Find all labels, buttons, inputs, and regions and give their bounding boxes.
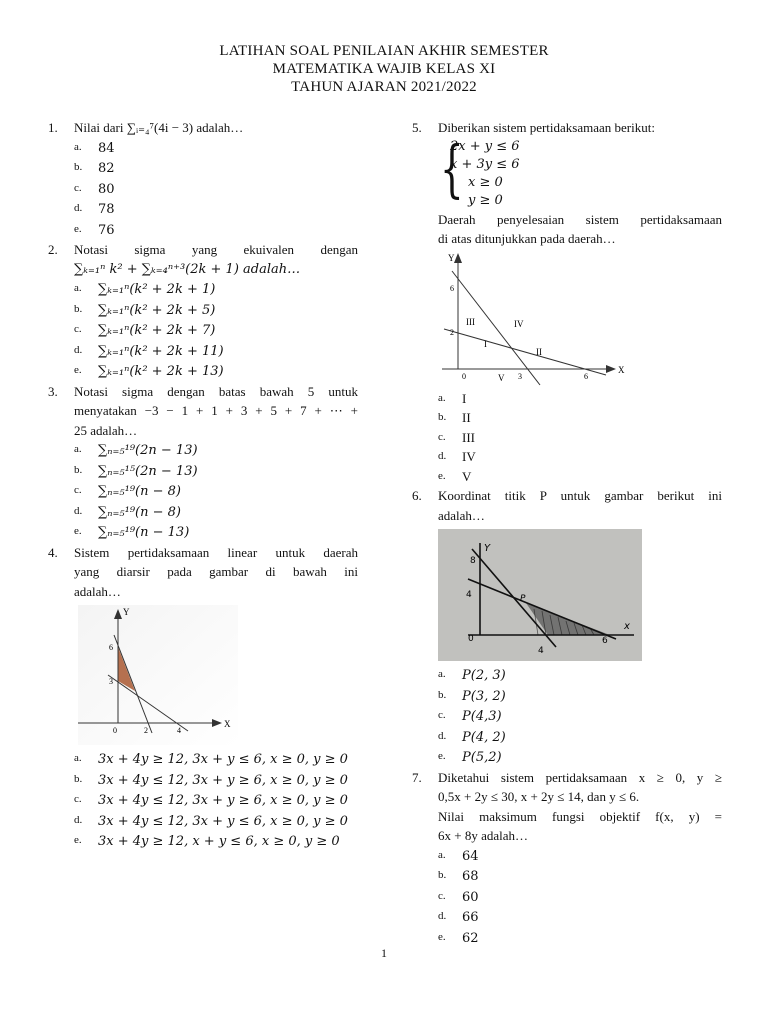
option-letter: d. (74, 343, 83, 356)
options-list (74, 440, 358, 543)
option[interactable] (438, 706, 722, 727)
question-number: 1. (48, 120, 58, 135)
option[interactable] (438, 447, 722, 467)
option-letter: d. (438, 729, 447, 742)
option-text: ∑ₖ₌₁ⁿ(k² + 2k + 1) (98, 282, 216, 297)
tick-origin: 0 (462, 371, 466, 381)
options-list (438, 389, 722, 487)
option[interactable] (74, 138, 358, 159)
option-text: 3x + 4y ≥ 12, x + y ≤ 6, x ≥ 0, y ≥ 0 (98, 834, 340, 849)
question-2 (48, 240, 358, 382)
option-letter: c. (74, 181, 82, 194)
left-column (48, 118, 358, 852)
option[interactable] (74, 522, 358, 543)
option-letter: d. (438, 450, 447, 462)
option-letter: a. (74, 282, 82, 294)
option-text: ∑ₙ₌₅¹⁵(2n − 13) (98, 463, 198, 479)
option[interactable] (438, 846, 722, 867)
option-text: IV (462, 449, 476, 464)
tick-x-4: 4 (538, 646, 544, 656)
option-letter: e. (438, 930, 446, 943)
option-text: ∑ₖ₌₁ⁿ(k² + 2k + 13) (98, 364, 224, 379)
question-number: 4. (48, 544, 58, 560)
region-II: II (536, 346, 542, 357)
tick-y-3: 3 (109, 677, 113, 686)
option-text: V (462, 468, 472, 484)
option-text: 78 (98, 202, 115, 217)
tick-x-4: 4 (177, 726, 181, 735)
inequality-system (440, 131, 722, 210)
option[interactable] (74, 320, 358, 341)
option-letter: c. (74, 323, 82, 335)
x-axis-arrow (606, 365, 616, 373)
option-text: 68 (462, 869, 479, 884)
option-letter: d. (74, 504, 83, 517)
option-text: 3x + 4y ≤ 12, 3x + y ≤ 6, x ≥ 0, y ≥ 0 (98, 813, 348, 829)
option-text: II (462, 410, 471, 425)
header-subject: MATEMATIKA WAJIB KELAS XI (272, 61, 496, 77)
option-letter: a. (438, 391, 446, 404)
option-letter: d. (74, 202, 83, 214)
header-title: LATIHAN SOAL PENILAIAN AKHIR SEMESTER (219, 43, 549, 59)
tick-y-8: 8 (470, 556, 476, 566)
question-text: yang diarsir pada gambar di bawah ini (74, 564, 358, 579)
axis-label-x: X (618, 364, 625, 375)
option[interactable] (74, 481, 358, 502)
option-letter: b. (74, 302, 83, 315)
tick-origin: 0 (113, 726, 117, 735)
option-text: 82 (98, 161, 115, 176)
axis-label-y: Y (448, 252, 455, 263)
system-line: x + 3y ≤ 6 (450, 156, 520, 172)
option-text: ∑ₖ₌₁ⁿ(k² + 2k + 7) (98, 323, 216, 338)
axis-label-y: Y (123, 607, 130, 617)
option-text: 62 (462, 930, 479, 946)
question-text: 25 adalah… (74, 422, 138, 438)
option[interactable] (74, 831, 358, 852)
page-number: 1 (381, 946, 387, 960)
axis-label-y: Y (484, 543, 491, 554)
option[interactable] (74, 158, 358, 179)
option[interactable] (438, 866, 722, 887)
point-P-label: P (520, 594, 526, 604)
question-text: Notasi sigma dengan batas bawah 5 untuk (74, 383, 358, 399)
question-text: 6x + 8y adalah… (438, 828, 529, 843)
option-letter: e. (74, 364, 82, 376)
option-text: ∑ₙ₌₅¹⁹(n − 13) (98, 525, 190, 540)
options-list (74, 138, 358, 241)
question-text: adalah… (438, 507, 485, 523)
line-2x-y-6 (452, 271, 540, 385)
question-number: 2. (48, 242, 58, 257)
question-text: 0,5x + 2y ≤ 30, x + 2y ≤ 14, dan y ≤ 6. (438, 789, 640, 804)
question-text: Diberikan sistem pertidaksamaan berikut: (438, 120, 655, 135)
option-letter: b. (74, 161, 83, 173)
option[interactable] (74, 361, 358, 382)
option-letter: c. (438, 889, 446, 902)
option-letter: b. (438, 411, 447, 423)
axis-label-x: X (224, 719, 231, 729)
tick-x-3: 3 (518, 371, 522, 381)
document-header (0, 42, 768, 96)
option-text: ∑ₖ₌₁ⁿ(k² + 2k + 11) (98, 343, 224, 359)
option-letter: a. (74, 140, 82, 153)
y-axis-arrow (454, 253, 462, 263)
option-letter: e. (74, 834, 82, 846)
option[interactable] (74, 300, 358, 321)
question-3 (48, 382, 358, 543)
option-letter: c. (74, 484, 82, 496)
option[interactable] (438, 928, 722, 949)
options-list (74, 749, 358, 852)
tick-y-6: 6 (450, 283, 454, 293)
option-text: P(4, 2) (462, 729, 506, 745)
options-list (438, 665, 722, 768)
right-column (412, 118, 722, 948)
option[interactable] (74, 179, 358, 200)
option-text: III (462, 429, 475, 445)
option-letter: b. (74, 463, 83, 476)
tick-x-6: 6 (602, 636, 608, 646)
brace-icon: { (440, 131, 464, 205)
option-text: P(2, 3) (462, 668, 506, 683)
option[interactable] (438, 747, 722, 768)
inequality-graph-q5 (432, 251, 632, 387)
option-text: 84 (98, 140, 115, 156)
tick-y-4: 4 (466, 590, 472, 600)
option[interactable] (438, 727, 722, 748)
option-letter: a. (74, 443, 82, 455)
photo-graph-q6 (438, 529, 642, 661)
option-letter: a. (74, 752, 82, 764)
question-7 (412, 768, 722, 949)
option[interactable] (74, 811, 358, 832)
option[interactable] (438, 467, 722, 487)
option-text: 76 (98, 222, 115, 238)
question-text: menyatakan −3 − 1 + 1 + 3 + 5 + 7 + ⋯ + (74, 403, 358, 418)
question-text: Diketahui sistem pertidaksamaan x ≥ 0, y ≥ (438, 769, 722, 785)
option-letter: e. (438, 469, 446, 482)
inequality-graph-q4 (78, 605, 238, 745)
option[interactable] (74, 341, 358, 362)
option[interactable] (74, 749, 358, 770)
option[interactable] (438, 408, 722, 428)
option[interactable] (74, 199, 358, 220)
tick-origin: 0 (468, 634, 474, 644)
axis-label-x: x (624, 621, 630, 632)
tick-y-6: 6 (109, 643, 113, 652)
option[interactable] (74, 770, 358, 791)
option-text: P(5,2) (462, 750, 502, 765)
question-text: adalah… (74, 583, 121, 599)
question-number: 5. (412, 120, 422, 135)
option-text: 80 (98, 181, 115, 197)
option-text: 60 (462, 889, 479, 905)
region-IV: IV (514, 318, 524, 329)
question-5 (412, 118, 722, 486)
question-4 (48, 543, 358, 852)
option-text: P(4,3) (462, 709, 502, 724)
options-list (74, 279, 358, 382)
system-line: 2x + y ≤ 6 (450, 138, 520, 154)
option[interactable] (438, 428, 722, 448)
option[interactable] (438, 907, 722, 928)
option-text: 3x + 4y ≤ 12, 3x + y ≥ 6, x ≥ 0, y ≥ 0 (98, 772, 348, 788)
option[interactable] (74, 461, 358, 482)
option-letter: e. (438, 750, 446, 762)
option[interactable] (438, 389, 722, 409)
option-text: 3x + 4y ≥ 12, 3x + y ≤ 6, x ≥ 0, y ≥ 0 (98, 752, 348, 767)
question-text: Koordinat titik P untuk gambar berikut ini (438, 488, 722, 503)
option-letter: b. (74, 772, 83, 785)
option-letter: a. (438, 668, 446, 680)
tick-x-2: 2 (144, 726, 148, 735)
system-line: x ≥ 0 (468, 174, 503, 190)
option-text: P(3, 2) (462, 688, 506, 704)
option-letter: c. (438, 709, 446, 721)
question-number: 6. (412, 488, 422, 503)
option-letter: b. (438, 869, 447, 881)
question-text: Notasi sigma yang ekuivalen dengan (74, 242, 358, 257)
option-letter: d. (74, 813, 83, 826)
header-year: TAHUN AJARAN 2021/2022 (291, 79, 477, 95)
option-text: I (462, 390, 467, 406)
option[interactable] (74, 502, 358, 523)
option-text: ∑ₖ₌₁ⁿ(k² + 2k + 5) (98, 302, 216, 318)
option-letter: c. (74, 793, 82, 805)
option-text: 64 (462, 848, 479, 864)
option[interactable] (438, 686, 722, 707)
option[interactable] (438, 665, 722, 686)
question-6 (412, 486, 722, 768)
question-text: ∑ₖ₌₁ⁿ k² + ∑ₖ₌₄ⁿ⁺³(2k + 1) adalah… (74, 261, 301, 277)
option[interactable] (74, 440, 358, 461)
option-text: ∑ₙ₌₅¹⁹(n − 8) (98, 484, 181, 499)
tick-x-6: 6 (584, 371, 588, 381)
region-V: V (498, 372, 505, 383)
options-list (438, 846, 722, 949)
question-1 (48, 118, 358, 240)
question-text: Nilai maksimum fungsi objektif f(x, y) = (438, 808, 722, 824)
option[interactable] (74, 790, 358, 811)
question-number: 7. (412, 769, 422, 785)
tick-y-2: 2 (450, 327, 454, 337)
question-text: Nilai dari ∑ᵢ₌₄⁷(4i − 3) adalah… (74, 120, 244, 135)
option-letter: d. (438, 910, 447, 922)
option-text: 66 (462, 910, 479, 925)
region-I: I (484, 338, 487, 349)
option-letter: b. (438, 688, 447, 701)
question-text: di atas ditunjukkan pada daerah… (438, 231, 616, 246)
option[interactable] (74, 220, 358, 241)
question-text: Sistem pertidaksamaan linear untuk daerah (74, 544, 358, 560)
option-letter: e. (74, 222, 82, 235)
option-text: ∑ₙ₌₅¹⁹(n − 8) (98, 504, 181, 520)
option-letter: a. (438, 848, 446, 861)
region-III: III (466, 316, 475, 327)
option[interactable] (438, 887, 722, 908)
option-letter: c. (438, 430, 446, 443)
option-text: 3x + 4y ≤ 12, 3x + y ≥ 6, x ≥ 0, y ≥ 0 (98, 793, 348, 808)
option[interactable] (74, 279, 358, 300)
line-x-3y-6 (444, 329, 606, 375)
option-letter: e. (74, 525, 82, 537)
option-text: ∑ₙ₌₅¹⁹(2n − 13) (98, 443, 198, 458)
question-number: 3. (48, 383, 58, 399)
system-line: y ≥ 0 (468, 192, 503, 208)
question-text: Daerah penyelesaian sistem pertidaksamaan (438, 211, 722, 227)
